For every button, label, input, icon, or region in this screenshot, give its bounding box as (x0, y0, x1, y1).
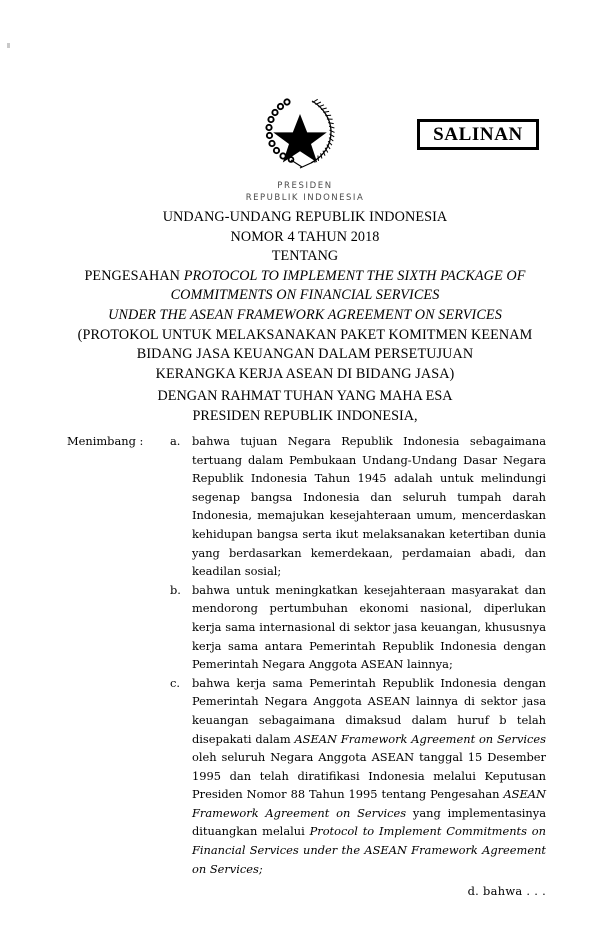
clause-text (192, 432, 546, 581)
clause-letter: b. (170, 582, 181, 597)
title-line-plain: KERANGKA KERJA ASEAN DI BIDANG JASA) (155, 365, 455, 382)
salinan-stamp-label: SALINAN (433, 124, 523, 145)
title-line (40, 247, 570, 267)
clause-segment: yang implementasinya dituangkan melalui (192, 805, 546, 839)
document-title-block (40, 208, 570, 384)
clause-segment: bahwa untuk meningkatkan kesejahteraan masyarakat dan mendorong pertumbuhan ekonomi nasional, diperlukan kerja sama internasional di sektor jasa keuangan, khususnya kerja sama antara Pemerintah Republik Indonesia dengan Pemerintah Negara Anggota ASEAN lainnya; (192, 582, 546, 672)
title-line (40, 267, 570, 287)
title-line-plain: UNDANG-UNDANG REPUBLIK INDONESIA (162, 209, 448, 225)
emblem-caption-line-1: PRESIDEN (277, 181, 333, 191)
clause-segment-italic: ASEAN Framework Agreement on Services (294, 731, 546, 746)
title-line (40, 208, 570, 228)
title-line (40, 286, 570, 306)
clause-segment: bahwa kerja sama Pemerintah Republik Indonesia dengan Pemerintah Negara Anggota ASEAN lainnya di sektor jasa keuangan sebagaimana dimaksud dalam huruf b telah disepakati dalam (192, 675, 546, 746)
clause-item-a (67, 432, 546, 581)
title-line-plain: (PROTOKOL UNTUK MELAKSANAKAN PAKET KOMITMEN KEENAM (77, 326, 533, 343)
title-line (40, 345, 570, 365)
preamble-line-2: PRESIDEN REPUBLIK INDONESIA, (192, 407, 418, 424)
considering-section (67, 432, 546, 878)
emblem-caption (0, 180, 610, 204)
scan-artifact-mark (7, 43, 10, 48)
clause-letter: c. (170, 675, 181, 690)
clause-segment-italic: ASEAN Framework Agreement on Services (192, 787, 546, 820)
salinan-stamp-box (417, 119, 539, 150)
clause-segment: bahwa tujuan Negara Republik Indonesia sebagaimana tertuang dalam Pembukaan Undang-Undang Dasar Negara Republik Indonesia Tahun 1945 adalah untuk melindungi segenap bangsa Indonesia dan seluruh tumpah darah Indonesia, memajukan kesejahteraan umum, mencerdaskan kehidupan bangsa serta ikut melaksanakan ketertiban dunia yang berdasarkan kemerdekaan, perdamaian abadi, dan keadilan sosial; (192, 434, 546, 579)
clause-item-c (67, 674, 546, 879)
clause-segment: oleh seluruh Negara Anggota ASEAN tanggal 15 Desember 1995 dan telah diratifikasi Indonesia melalui Keputusan Presiden Nomor 88 Tahun 1995 tentang Pengesahan (192, 750, 546, 802)
preamble-block (40, 387, 570, 426)
title-line-plain: TENTANG (271, 248, 339, 265)
title-line-plain: PENGESAHAN (84, 267, 184, 284)
clause-text (192, 674, 546, 879)
preamble-line-1: DENGAN RAHMAT TUHAN YANG MAHA ESA (157, 388, 453, 404)
page-catchword: d. bahwa . . . (467, 884, 546, 898)
clause-segment-italic: Protocol to Implement Commitments on Financial Services under the ASEAN Framework Agreement on Services; (192, 824, 547, 876)
clause-letter: a. (170, 434, 181, 448)
clause-text (192, 581, 546, 674)
title-line-italic: UNDER THE ASEAN FRAMEWORK AGREEMENT ON SERVICES (108, 306, 502, 323)
title-line (40, 326, 570, 346)
title-line-plain: NOMOR 4 TAHUN 2018 (230, 228, 380, 245)
emblem-caption-line-2: REPUBLIK INDONESIA (245, 193, 365, 203)
title-line-italic: COMMITMENTS ON FINANCIAL SERVICES (170, 287, 440, 304)
clause-item-b (67, 581, 546, 674)
title-line-plain: BIDANG JASA KEUANGAN DALAM PERSETUJUAN (136, 346, 474, 363)
title-line (40, 228, 570, 248)
considering-label: Menimbang : (67, 434, 144, 448)
presidential-star-emblem-icon (262, 94, 338, 174)
title-line (40, 365, 570, 385)
title-line-italic: PROTOCOL TO IMPLEMENT THE SIXTH PACKAGE OF (183, 267, 526, 284)
title-line (40, 306, 570, 326)
